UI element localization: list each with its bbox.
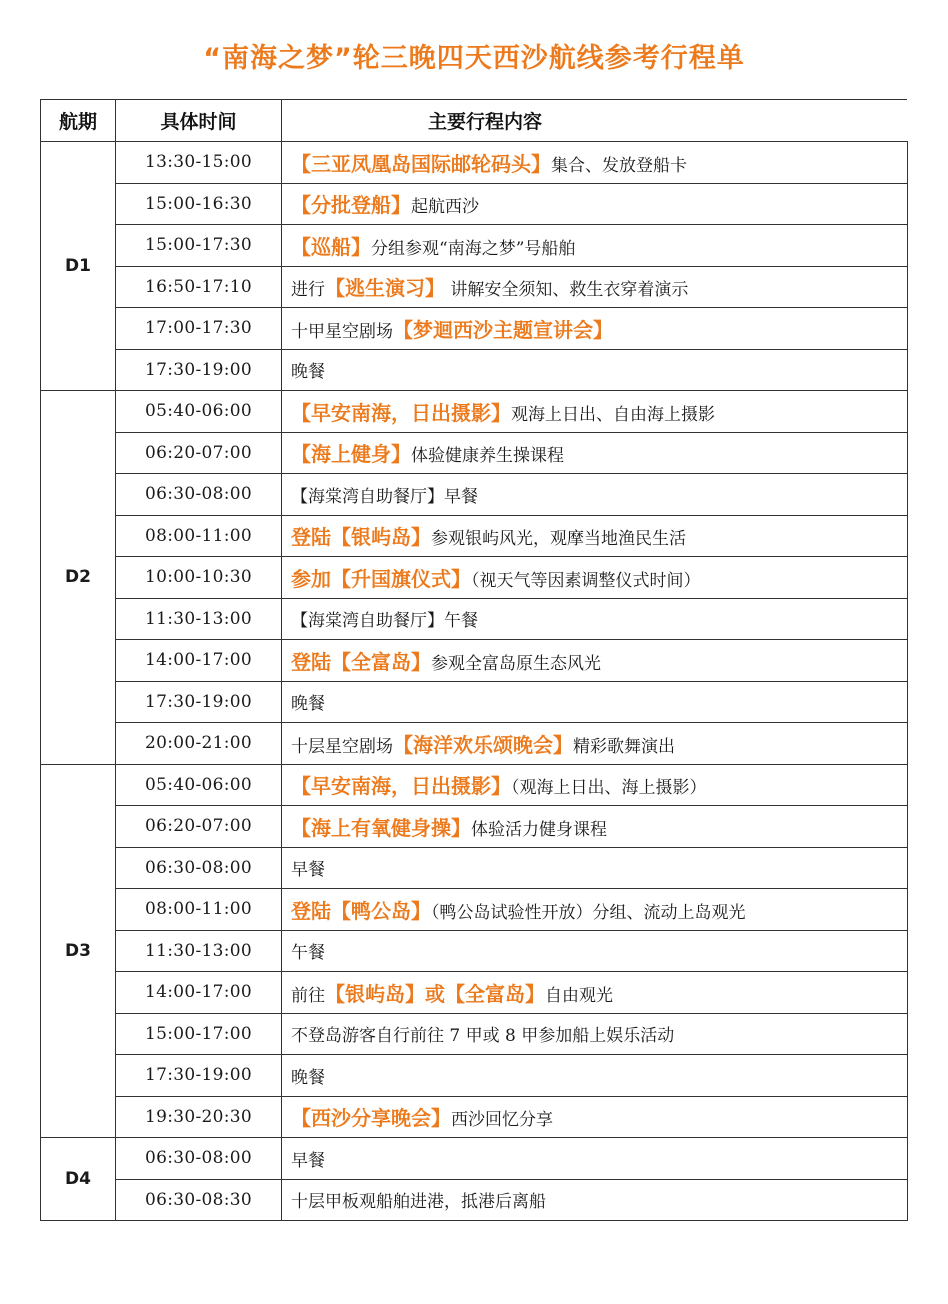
highlight-text: 登陆【全富岛】 (291, 649, 431, 674)
page-title: “南海之梦”轮三晚四天西沙航线参考行程单 (203, 43, 745, 74)
time-cell: 05:40-06:00 (116, 391, 282, 433)
top-rule (40, 99, 907, 100)
time-cell: 08:00-11:00 (116, 515, 282, 557)
time-cell: 11:30-13:00 (116, 598, 282, 640)
table-row (41, 764, 908, 806)
table-row (41, 598, 908, 640)
highlight-text: 【梦迴西沙主题宣讲会】 (393, 317, 613, 342)
content-text: 不登岛游客自行前往 7 甲或 8 甲参加船上娱乐活动 (291, 1026, 675, 1047)
content-text: 十层甲板观船舶进港，抵港后离船 (291, 1192, 546, 1213)
table-row (41, 225, 908, 267)
time-cell: 06:30-08:00 (116, 1138, 282, 1180)
content-cell (282, 1179, 908, 1221)
highlight-text: 【海上有氧健身操】 (291, 815, 471, 840)
highlight-text: 【海上健身】 (291, 442, 411, 467)
content-cell (282, 266, 908, 308)
day-label: D4 (41, 1138, 116, 1221)
content-text: （观海上日出、海上摄影） (511, 778, 707, 799)
time-cell: 10:00-10:30 (116, 557, 282, 599)
content-text: 自由观光 (545, 985, 613, 1006)
table-row (41, 557, 908, 599)
content-cell (282, 681, 908, 723)
time-cell: 08:00-11:00 (116, 889, 282, 931)
content-text: 【海棠湾自助餐厅】午餐 (291, 611, 478, 632)
content-cell (282, 598, 908, 640)
content-text: 午餐 (291, 943, 325, 964)
highlight-text: 【西沙分享晚会】 (291, 1106, 451, 1131)
header-time: 具体时间 (116, 100, 282, 142)
content-text: 体验活力健身课程 (471, 819, 607, 840)
table-row (41, 515, 908, 557)
time-cell: 06:20-07:00 (116, 432, 282, 474)
highlight-text: 登陆【鸭公岛】 (291, 898, 431, 923)
time-cell: 15:00-17:30 (116, 225, 282, 267)
table-row (41, 349, 908, 391)
content-text: 晚餐 (291, 362, 325, 383)
highlight-text: 【早安南海，日出摄影】 (291, 774, 511, 799)
content-text: 讲解安全须知、救生衣穿着演示 (445, 280, 689, 301)
time-cell: 06:30-08:30 (116, 1179, 282, 1221)
content-text: 体验健康养生操课程 (411, 446, 564, 467)
table-row (41, 474, 908, 516)
content-text: 西沙回忆分享 (451, 1110, 553, 1131)
table-row (41, 847, 908, 889)
content-text: 晚餐 (291, 694, 325, 715)
content-cell (282, 308, 908, 350)
content-text: 观海上日出、自由海上摄影 (511, 404, 715, 425)
content-text: 参观全富岛原生态风光 (431, 653, 601, 674)
table-row (41, 432, 908, 474)
day-label: D2 (41, 391, 116, 765)
table-row (41, 806, 908, 848)
time-cell: 19:30-20:30 (116, 1096, 282, 1138)
content-cell (282, 557, 908, 599)
table-row (41, 266, 908, 308)
time-cell: 20:00-21:00 (116, 723, 282, 765)
time-cell: 17:30-19:00 (116, 681, 282, 723)
header-content: 主要行程内容 (282, 100, 908, 142)
time-cell: 17:00-17:30 (116, 308, 282, 350)
content-cell (282, 1055, 908, 1097)
content-text: （视天气等因素调整仪式时间） (471, 570, 701, 591)
content-cell (282, 349, 908, 391)
content-cell (282, 764, 908, 806)
time-cell: 14:00-17:00 (116, 640, 282, 682)
content-cell (282, 515, 908, 557)
content-cell (282, 1138, 908, 1180)
time-cell: 13:30-15:00 (116, 142, 282, 184)
time-cell: 06:30-08:00 (116, 847, 282, 889)
content-cell (282, 391, 908, 433)
content-text: （鸭公岛试验性开放）分组、流动上岛观光 (431, 902, 746, 923)
content-cell (282, 1096, 908, 1138)
time-cell: 11:30-13:00 (116, 930, 282, 972)
content-cell (282, 1013, 908, 1055)
content-cell (282, 432, 908, 474)
table-row (41, 1055, 908, 1097)
content-cell (282, 930, 908, 972)
highlight-text: 【三亚凤凰岛国际邮轮码头】 (291, 151, 551, 176)
time-cell: 16:50-17:10 (116, 266, 282, 308)
content-cell (282, 972, 908, 1014)
content-text: 前往 (291, 985, 325, 1006)
table-row (41, 308, 908, 350)
content-text: 十层星空剧场 (291, 736, 393, 757)
highlight-text: 【海洋欢乐颂晚会】 (393, 732, 573, 757)
content-cell (282, 640, 908, 682)
highlight-text: 【分批登船】 (291, 193, 411, 218)
time-cell: 14:00-17:00 (116, 972, 282, 1014)
content-text: 十甲星空剧场 (291, 321, 393, 342)
time-cell: 17:30-19:00 (116, 349, 282, 391)
table-row (41, 930, 908, 972)
table-row (41, 1179, 908, 1221)
content-cell (282, 474, 908, 516)
table-row (41, 640, 908, 682)
time-cell: 15:00-16:30 (116, 183, 282, 225)
highlight-text: 登陆【银屿岛】 (291, 525, 431, 550)
content-cell (282, 142, 908, 184)
table-row (41, 972, 908, 1014)
time-cell: 06:30-08:00 (116, 474, 282, 516)
content-cell (282, 723, 908, 765)
content-text: 【海棠湾自助餐厅】早餐 (291, 486, 478, 507)
content-cell (282, 806, 908, 848)
content-text: 晚餐 (291, 1067, 325, 1088)
content-cell (282, 847, 908, 889)
content-text: 集合、发放登船卡 (551, 155, 687, 176)
day-label: D3 (41, 764, 116, 1138)
content-text: 早餐 (291, 860, 325, 881)
content-cell (282, 225, 908, 267)
table-header-row (41, 100, 908, 142)
content-text: 参观银屿风光，观摩当地渔民生活 (431, 529, 686, 550)
time-cell: 06:20-07:00 (116, 806, 282, 848)
table-row (41, 1096, 908, 1138)
day-label: D1 (41, 142, 116, 391)
content-text: 起航西沙 (411, 197, 479, 218)
time-cell: 17:30-19:00 (116, 1055, 282, 1097)
time-cell: 05:40-06:00 (116, 764, 282, 806)
table-row (41, 391, 908, 433)
table-row (41, 723, 908, 765)
table-row (41, 1138, 908, 1180)
table-row (41, 142, 908, 184)
content-text: 早餐 (291, 1150, 325, 1171)
time-cell: 15:00-17:00 (116, 1013, 282, 1055)
table-row (41, 681, 908, 723)
content-cell (282, 889, 908, 931)
highlight-text: 【银屿岛】或【全富岛】 (325, 981, 545, 1006)
highlight-text: 参加【升国旗仪式】 (291, 566, 471, 591)
header-voyage-day: 航期 (41, 100, 116, 142)
table-row (41, 183, 908, 225)
table-row (41, 889, 908, 931)
itinerary-table (40, 99, 908, 1221)
highlight-text: 【早安南海，日出摄影】 (291, 400, 511, 425)
table-row (41, 1013, 908, 1055)
content-text: 分组参观“南海之梦”号船舶 (371, 238, 576, 259)
content-cell (282, 183, 908, 225)
content-text: 精彩歌舞演出 (573, 736, 675, 757)
itinerary-body (41, 142, 908, 1221)
highlight-text: 【逃生演习】 (325, 276, 445, 301)
content-text: 进行 (291, 280, 325, 301)
highlight-text: 【巡船】 (291, 234, 371, 259)
